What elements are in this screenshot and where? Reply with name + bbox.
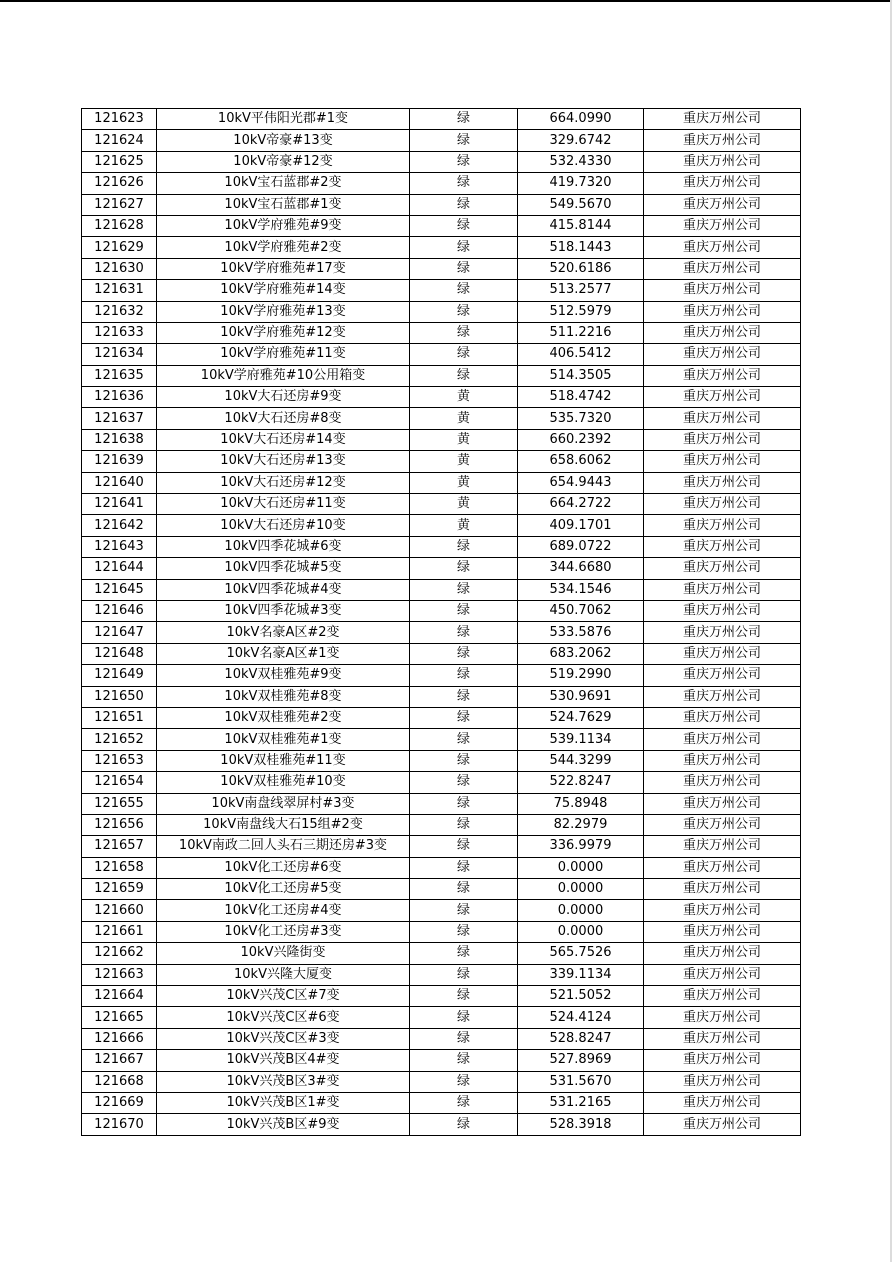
id-cell: 121640 — [82, 472, 157, 493]
value-cell: 544.3299 — [518, 750, 644, 771]
value-cell: 664.2722 — [518, 494, 644, 515]
value-cell: 0.0000 — [518, 857, 644, 878]
company-cell: 重庆万州公司 — [644, 429, 801, 450]
id-cell: 121652 — [82, 729, 157, 750]
company-cell: 重庆万州公司 — [644, 451, 801, 472]
status-cell: 绿 — [410, 729, 518, 750]
id-cell: 121660 — [82, 900, 157, 921]
status-cell: 绿 — [410, 1092, 518, 1113]
company-cell: 重庆万州公司 — [644, 986, 801, 1007]
value-cell: 520.6186 — [518, 258, 644, 279]
value-cell: 521.5052 — [518, 986, 644, 1007]
table-row — [82, 1050, 801, 1071]
name-cell: 10kV学府雅苑#10公用箱变 — [157, 365, 410, 386]
id-cell: 121664 — [82, 986, 157, 1007]
id-cell: 121645 — [82, 579, 157, 600]
status-cell: 绿 — [410, 536, 518, 557]
id-cell: 121634 — [82, 344, 157, 365]
value-cell: 512.5979 — [518, 301, 644, 322]
value-cell: 518.4742 — [518, 387, 644, 408]
status-cell: 绿 — [410, 1050, 518, 1071]
status-cell: 绿 — [410, 643, 518, 664]
status-cell: 绿 — [410, 686, 518, 707]
status-cell: 黄 — [410, 515, 518, 536]
name-cell: 10kV宝石蓝郡#2变 — [157, 173, 410, 194]
table-row — [82, 857, 801, 878]
name-cell: 10kV四季花城#6变 — [157, 536, 410, 557]
company-cell: 重庆万州公司 — [644, 750, 801, 771]
value-cell: 419.7320 — [518, 173, 644, 194]
company-cell: 重庆万州公司 — [644, 707, 801, 728]
company-cell: 重庆万州公司 — [644, 322, 801, 343]
table-row — [82, 109, 801, 130]
name-cell: 10kV兴茂C区#7变 — [157, 986, 410, 1007]
table-row — [82, 365, 801, 386]
table-row — [82, 387, 801, 408]
status-cell: 绿 — [410, 173, 518, 194]
value-cell: 514.3505 — [518, 365, 644, 386]
table-row — [82, 579, 801, 600]
company-cell: 重庆万州公司 — [644, 515, 801, 536]
top-border-line — [0, 0, 892, 2]
id-cell: 121650 — [82, 686, 157, 707]
status-cell: 绿 — [410, 857, 518, 878]
table-row — [82, 1028, 801, 1049]
company-cell: 重庆万州公司 — [644, 857, 801, 878]
table-row — [82, 301, 801, 322]
id-cell: 121644 — [82, 558, 157, 579]
name-cell: 10kV兴茂B区#9变 — [157, 1114, 410, 1135]
value-cell: 0.0000 — [518, 921, 644, 942]
table-row — [82, 536, 801, 557]
status-cell: 绿 — [410, 1028, 518, 1049]
status-cell: 绿 — [410, 1114, 518, 1135]
table-row — [82, 215, 801, 236]
id-cell: 121666 — [82, 1028, 157, 1049]
company-cell: 重庆万州公司 — [644, 1028, 801, 1049]
table-row — [82, 836, 801, 857]
company-cell: 重庆万州公司 — [644, 558, 801, 579]
company-cell: 重庆万州公司 — [644, 494, 801, 515]
table-row — [82, 194, 801, 215]
company-cell: 重庆万州公司 — [644, 387, 801, 408]
id-cell: 121665 — [82, 1007, 157, 1028]
table-row — [82, 665, 801, 686]
name-cell: 10kV兴隆大厦变 — [157, 964, 410, 985]
status-cell: 黄 — [410, 451, 518, 472]
company-cell: 重庆万州公司 — [644, 280, 801, 301]
id-cell: 121653 — [82, 750, 157, 771]
value-cell: 660.2392 — [518, 429, 644, 450]
value-cell: 339.1134 — [518, 964, 644, 985]
value-cell: 450.7062 — [518, 600, 644, 621]
name-cell: 10kV宝石蓝郡#1变 — [157, 194, 410, 215]
company-cell: 重庆万州公司 — [644, 836, 801, 857]
table-row — [82, 643, 801, 664]
status-cell: 绿 — [410, 943, 518, 964]
value-cell: 533.5876 — [518, 622, 644, 643]
table-row — [82, 793, 801, 814]
name-cell: 10kV兴茂C区#3变 — [157, 1028, 410, 1049]
name-cell: 10kV大石还房#9变 — [157, 387, 410, 408]
table-row — [82, 814, 801, 835]
name-cell: 10kV双桂雅苑#9变 — [157, 665, 410, 686]
company-cell: 重庆万州公司 — [644, 408, 801, 429]
status-cell: 绿 — [410, 151, 518, 172]
value-cell: 528.8247 — [518, 1028, 644, 1049]
company-cell: 重庆万州公司 — [644, 472, 801, 493]
value-cell: 524.4124 — [518, 1007, 644, 1028]
status-cell: 绿 — [410, 130, 518, 151]
status-cell: 绿 — [410, 964, 518, 985]
id-cell: 121638 — [82, 429, 157, 450]
value-cell: 519.2990 — [518, 665, 644, 686]
id-cell: 121670 — [82, 1114, 157, 1135]
company-cell: 重庆万州公司 — [644, 173, 801, 194]
name-cell: 10kV双桂雅苑#1变 — [157, 729, 410, 750]
status-cell: 绿 — [410, 600, 518, 621]
name-cell: 10kV学府雅苑#11变 — [157, 344, 410, 365]
name-cell: 10kV化工还房#3变 — [157, 921, 410, 942]
company-cell: 重庆万州公司 — [644, 130, 801, 151]
id-cell: 121635 — [82, 365, 157, 386]
table-row — [82, 322, 801, 343]
status-cell: 绿 — [410, 1071, 518, 1092]
id-cell: 121668 — [82, 1071, 157, 1092]
id-cell: 121654 — [82, 772, 157, 793]
company-cell: 重庆万州公司 — [644, 921, 801, 942]
company-cell: 重庆万州公司 — [644, 237, 801, 258]
company-cell: 重庆万州公司 — [644, 215, 801, 236]
table-row — [82, 151, 801, 172]
value-cell: 534.1546 — [518, 579, 644, 600]
id-cell: 121637 — [82, 408, 157, 429]
status-cell: 绿 — [410, 365, 518, 386]
table-row — [82, 130, 801, 151]
company-cell: 重庆万州公司 — [644, 1071, 801, 1092]
status-cell: 绿 — [410, 1007, 518, 1028]
status-cell: 绿 — [410, 301, 518, 322]
table-body — [82, 109, 801, 1136]
status-cell: 绿 — [410, 900, 518, 921]
name-cell: 10kV双桂雅苑#2变 — [157, 707, 410, 728]
name-cell: 10kV四季花城#4变 — [157, 579, 410, 600]
id-cell: 121643 — [82, 536, 157, 557]
status-cell: 绿 — [410, 237, 518, 258]
id-cell: 121639 — [82, 451, 157, 472]
value-cell: 664.0990 — [518, 109, 644, 130]
table-row — [82, 1092, 801, 1113]
data-table — [81, 108, 801, 1136]
id-cell: 121623 — [82, 109, 157, 130]
company-cell: 重庆万州公司 — [644, 536, 801, 557]
id-cell: 121626 — [82, 173, 157, 194]
name-cell: 10kV兴茂B区4#变 — [157, 1050, 410, 1071]
id-cell: 121669 — [82, 1092, 157, 1113]
name-cell: 10kV双桂雅苑#11变 — [157, 750, 410, 771]
company-cell: 重庆万州公司 — [644, 579, 801, 600]
table-row — [82, 943, 801, 964]
company-cell: 重庆万州公司 — [644, 622, 801, 643]
table-row — [82, 408, 801, 429]
name-cell: 10kV双桂雅苑#10变 — [157, 772, 410, 793]
company-cell: 重庆万州公司 — [644, 643, 801, 664]
value-cell: 336.9979 — [518, 836, 644, 857]
value-cell: 528.3918 — [518, 1114, 644, 1135]
id-cell: 121663 — [82, 964, 157, 985]
value-cell: 513.2577 — [518, 280, 644, 301]
table-row — [82, 494, 801, 515]
id-cell: 121659 — [82, 879, 157, 900]
table-row — [82, 600, 801, 621]
name-cell: 10kV南盘线翠屏村#3变 — [157, 793, 410, 814]
table-row — [82, 1007, 801, 1028]
id-cell: 121648 — [82, 643, 157, 664]
table-row — [82, 986, 801, 1007]
status-cell: 绿 — [410, 344, 518, 365]
status-cell: 黄 — [410, 494, 518, 515]
name-cell: 10kV兴茂B区3#变 — [157, 1071, 410, 1092]
id-cell: 121628 — [82, 215, 157, 236]
value-cell: 689.0722 — [518, 536, 644, 557]
table-row — [82, 750, 801, 771]
value-cell: 406.5412 — [518, 344, 644, 365]
id-cell: 121662 — [82, 943, 157, 964]
status-cell: 黄 — [410, 472, 518, 493]
id-cell: 121658 — [82, 857, 157, 878]
status-cell: 黄 — [410, 429, 518, 450]
status-cell: 绿 — [410, 109, 518, 130]
name-cell: 10kV大石还房#12变 — [157, 472, 410, 493]
company-cell: 重庆万州公司 — [644, 301, 801, 322]
status-cell: 绿 — [410, 215, 518, 236]
value-cell: 409.1701 — [518, 515, 644, 536]
table-row — [82, 558, 801, 579]
name-cell: 10kV帝豪#13变 — [157, 130, 410, 151]
name-cell: 10kV化工还房#5变 — [157, 879, 410, 900]
table-row — [82, 280, 801, 301]
company-cell: 重庆万州公司 — [644, 772, 801, 793]
id-cell: 121642 — [82, 515, 157, 536]
company-cell: 重庆万州公司 — [644, 964, 801, 985]
name-cell: 10kV大石还房#14变 — [157, 429, 410, 450]
table-row — [82, 729, 801, 750]
value-cell: 0.0000 — [518, 900, 644, 921]
name-cell: 10kV学府雅苑#14变 — [157, 280, 410, 301]
id-cell: 121661 — [82, 921, 157, 942]
name-cell: 10kV四季花城#3变 — [157, 600, 410, 621]
id-cell: 121627 — [82, 194, 157, 215]
id-cell: 121636 — [82, 387, 157, 408]
value-cell: 415.8144 — [518, 215, 644, 236]
value-cell: 518.1443 — [518, 237, 644, 258]
company-cell: 重庆万州公司 — [644, 258, 801, 279]
status-cell: 绿 — [410, 879, 518, 900]
value-cell: 82.2979 — [518, 814, 644, 835]
name-cell: 10kV平伟阳光郡#1变 — [157, 109, 410, 130]
name-cell: 10kV学府雅苑#2变 — [157, 237, 410, 258]
table-row — [82, 964, 801, 985]
company-cell: 重庆万州公司 — [644, 879, 801, 900]
company-cell: 重庆万州公司 — [644, 729, 801, 750]
id-cell: 121624 — [82, 130, 157, 151]
id-cell: 121649 — [82, 665, 157, 686]
status-cell: 绿 — [410, 814, 518, 835]
name-cell: 10kV大石还房#8变 — [157, 408, 410, 429]
name-cell: 10kV大石还房#11变 — [157, 494, 410, 515]
status-cell: 绿 — [410, 793, 518, 814]
value-cell: 75.8948 — [518, 793, 644, 814]
value-cell: 531.2165 — [518, 1092, 644, 1113]
table-row — [82, 622, 801, 643]
table-row — [82, 772, 801, 793]
value-cell: 683.2062 — [518, 643, 644, 664]
value-cell: 527.8969 — [518, 1050, 644, 1071]
value-cell: 658.6062 — [518, 451, 644, 472]
name-cell: 10kV大石还房#13变 — [157, 451, 410, 472]
status-cell: 绿 — [410, 322, 518, 343]
id-cell: 121655 — [82, 793, 157, 814]
status-cell: 绿 — [410, 194, 518, 215]
name-cell: 10kV南盘线大石15组#2变 — [157, 814, 410, 835]
table-row — [82, 921, 801, 942]
table-row — [82, 173, 801, 194]
status-cell: 绿 — [410, 772, 518, 793]
status-cell: 黄 — [410, 387, 518, 408]
name-cell: 10kV学府雅苑#12变 — [157, 322, 410, 343]
status-cell: 黄 — [410, 408, 518, 429]
name-cell: 10kV双桂雅苑#8变 — [157, 686, 410, 707]
table-row — [82, 900, 801, 921]
value-cell: 511.2216 — [518, 322, 644, 343]
table-row — [82, 429, 801, 450]
company-cell: 重庆万州公司 — [644, 943, 801, 964]
value-cell: 530.9691 — [518, 686, 644, 707]
company-cell: 重庆万州公司 — [644, 344, 801, 365]
name-cell: 10kV学府雅苑#17变 — [157, 258, 410, 279]
company-cell: 重庆万州公司 — [644, 365, 801, 386]
id-cell: 121647 — [82, 622, 157, 643]
status-cell: 绿 — [410, 921, 518, 942]
company-cell: 重庆万州公司 — [644, 151, 801, 172]
value-cell: 532.4330 — [518, 151, 644, 172]
id-cell: 121646 — [82, 600, 157, 621]
table-row — [82, 879, 801, 900]
company-cell: 重庆万州公司 — [644, 686, 801, 707]
company-cell: 重庆万州公司 — [644, 1050, 801, 1071]
value-cell: 329.6742 — [518, 130, 644, 151]
status-cell: 绿 — [410, 986, 518, 1007]
status-cell: 绿 — [410, 622, 518, 643]
id-cell: 121630 — [82, 258, 157, 279]
id-cell: 121631 — [82, 280, 157, 301]
name-cell: 10kV化工还房#4变 — [157, 900, 410, 921]
status-cell: 绿 — [410, 579, 518, 600]
id-cell: 121657 — [82, 836, 157, 857]
name-cell: 10kV学府雅苑#13变 — [157, 301, 410, 322]
table-row — [82, 344, 801, 365]
id-cell: 121632 — [82, 301, 157, 322]
id-cell: 121651 — [82, 707, 157, 728]
company-cell: 重庆万州公司 — [644, 1007, 801, 1028]
table-row — [82, 515, 801, 536]
value-cell: 522.8247 — [518, 772, 644, 793]
company-cell: 重庆万州公司 — [644, 793, 801, 814]
table-row — [82, 472, 801, 493]
status-cell: 绿 — [410, 750, 518, 771]
name-cell: 10kV兴隆街变 — [157, 943, 410, 964]
name-cell: 10kV化工还房#6变 — [157, 857, 410, 878]
value-cell: 535.7320 — [518, 408, 644, 429]
name-cell: 10kV名豪A区#2变 — [157, 622, 410, 643]
company-cell: 重庆万州公司 — [644, 814, 801, 835]
value-cell: 565.7526 — [518, 943, 644, 964]
value-cell: 654.9443 — [518, 472, 644, 493]
name-cell: 10kV兴茂C区#6变 — [157, 1007, 410, 1028]
status-cell: 绿 — [410, 665, 518, 686]
status-cell: 绿 — [410, 558, 518, 579]
status-cell: 绿 — [410, 707, 518, 728]
value-cell: 0.0000 — [518, 879, 644, 900]
table-row — [82, 1114, 801, 1135]
table-row — [82, 237, 801, 258]
name-cell: 10kV四季花城#5变 — [157, 558, 410, 579]
status-cell: 绿 — [410, 836, 518, 857]
value-cell: 524.7629 — [518, 707, 644, 728]
value-cell: 344.6680 — [518, 558, 644, 579]
company-cell: 重庆万州公司 — [644, 900, 801, 921]
name-cell: 10kV名豪A区#1变 — [157, 643, 410, 664]
name-cell: 10kV帝豪#12变 — [157, 151, 410, 172]
value-cell: 549.5670 — [518, 194, 644, 215]
company-cell: 重庆万州公司 — [644, 1092, 801, 1113]
value-cell: 531.5670 — [518, 1071, 644, 1092]
table-row — [82, 1071, 801, 1092]
id-cell: 121656 — [82, 814, 157, 835]
id-cell: 121641 — [82, 494, 157, 515]
company-cell: 重庆万州公司 — [644, 600, 801, 621]
name-cell: 10kV学府雅苑#9变 — [157, 215, 410, 236]
name-cell: 10kV大石还房#10变 — [157, 515, 410, 536]
name-cell: 10kV南政二回人头石三期还房#3变 — [157, 836, 410, 857]
status-cell: 绿 — [410, 258, 518, 279]
status-cell: 绿 — [410, 280, 518, 301]
id-cell: 121667 — [82, 1050, 157, 1071]
company-cell: 重庆万州公司 — [644, 1114, 801, 1135]
company-cell: 重庆万州公司 — [644, 109, 801, 130]
value-cell: 539.1134 — [518, 729, 644, 750]
company-cell: 重庆万州公司 — [644, 194, 801, 215]
name-cell: 10kV兴茂B区1#变 — [157, 1092, 410, 1113]
id-cell: 121633 — [82, 322, 157, 343]
company-cell: 重庆万州公司 — [644, 665, 801, 686]
table-row — [82, 451, 801, 472]
table-row — [82, 707, 801, 728]
id-cell: 121625 — [82, 151, 157, 172]
table-row — [82, 258, 801, 279]
id-cell: 121629 — [82, 237, 157, 258]
table-row — [82, 686, 801, 707]
